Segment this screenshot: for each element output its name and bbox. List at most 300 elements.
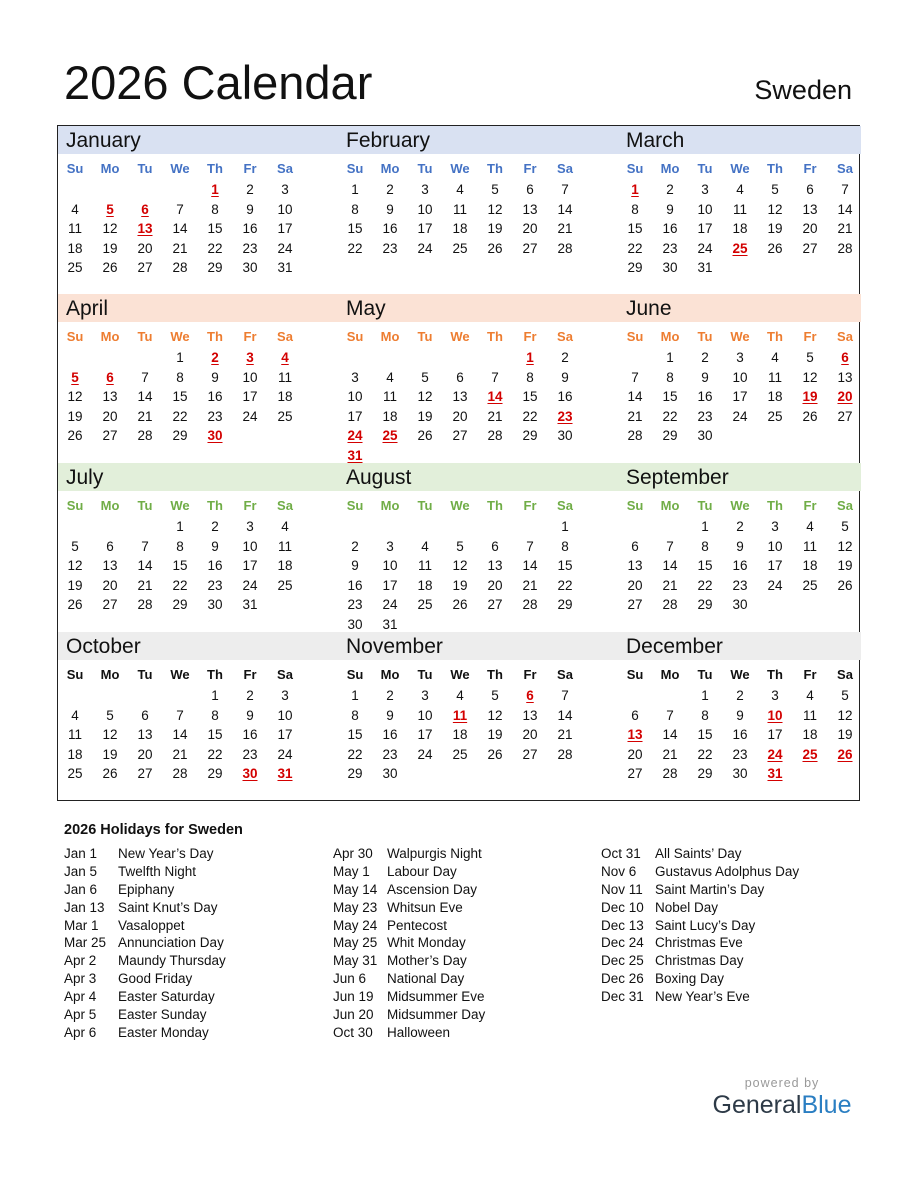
calendar-day: 1 xyxy=(176,519,184,534)
holiday-date: 25 xyxy=(732,240,748,256)
calendar-day: 23 xyxy=(382,240,398,256)
calendar-day: 17 xyxy=(697,221,713,236)
calendar-day: 6 xyxy=(806,182,814,197)
weekday-label: Fr xyxy=(243,161,257,176)
calendar-day: 4 xyxy=(456,688,464,703)
calendar-day: 30 xyxy=(557,428,573,443)
holidays-column xyxy=(333,845,583,1042)
calendar-day: 8 xyxy=(176,369,184,385)
calendar-day: 8 xyxy=(351,201,359,217)
calendar-day: 20 xyxy=(487,577,503,593)
month-september xyxy=(618,463,861,631)
holiday-date: 24 xyxy=(347,428,363,443)
calendar-day: 8 xyxy=(211,707,219,723)
calendar-day: 9 xyxy=(386,201,394,217)
calendar-day: 10 xyxy=(382,558,398,573)
calendar-day: 24 xyxy=(242,577,258,593)
calendar-day: 28 xyxy=(557,746,573,762)
calendar-day: 29 xyxy=(697,766,713,781)
calendar-day: 3 xyxy=(421,688,429,703)
calendar-day: 24 xyxy=(382,597,398,612)
calendar-day: 31 xyxy=(277,260,293,275)
holiday-date: 1 xyxy=(631,182,639,197)
holiday-date: 31 xyxy=(277,766,293,781)
calendar-day: 9 xyxy=(211,369,219,385)
calendar-day: 14 xyxy=(627,389,643,404)
month-header xyxy=(338,126,618,154)
calendar-day: 23 xyxy=(242,746,258,762)
calendar-day: 22 xyxy=(697,577,713,593)
calendar-day: 17 xyxy=(277,221,293,236)
page-title: 2026 Calendar xyxy=(64,56,373,109)
calendar-day: 15 xyxy=(347,727,363,742)
weekday-label: Tu xyxy=(417,498,433,513)
calendar-day: 8 xyxy=(176,538,184,554)
calendar-day: 4 xyxy=(71,201,79,217)
calendar-day: 13 xyxy=(102,558,118,573)
month-name: June xyxy=(626,297,672,320)
holiday-name: Saint Martin’s Day xyxy=(655,881,765,897)
weekday-label: We xyxy=(450,498,470,513)
calendar-day: 6 xyxy=(631,707,639,723)
holiday-name: Gustavus Adolphus Day xyxy=(655,863,800,879)
calendar-day: 22 xyxy=(522,408,538,424)
calendar-day: 30 xyxy=(347,616,363,632)
holiday-row xyxy=(601,952,851,970)
calendar-day: 10 xyxy=(697,201,713,217)
calendar-day: 7 xyxy=(526,538,534,554)
calendar-day: 22 xyxy=(172,577,188,593)
calendar-day: 6 xyxy=(456,369,464,385)
calendar-day: 26 xyxy=(452,597,468,612)
weekday-label: Su xyxy=(626,667,644,682)
holiday-name: Saint Lucy’s Day xyxy=(655,917,756,933)
weekday-label: Th xyxy=(767,329,783,344)
calendar-day: 20 xyxy=(522,221,538,236)
calendar-day: 21 xyxy=(137,577,153,593)
calendar-day: 10 xyxy=(242,369,258,385)
calendar-day: 30 xyxy=(732,766,748,781)
calendar-day: 3 xyxy=(771,688,779,703)
calendar-day: 11 xyxy=(802,538,817,554)
calendar-day: 23 xyxy=(347,597,363,612)
calendar-day: 17 xyxy=(767,727,783,742)
weekday-label: Tu xyxy=(697,667,713,682)
calendar-day: 3 xyxy=(246,519,254,534)
weekday-label: Mo xyxy=(380,329,400,344)
calendar-day: 9 xyxy=(701,369,709,385)
holiday-date-label: Apr 5 xyxy=(64,1007,97,1023)
holiday-date-label: Jun 19 xyxy=(333,989,374,1005)
holiday-date-label: Mar 1 xyxy=(64,917,99,933)
calendar-day: 21 xyxy=(662,577,678,593)
calendar-day: 26 xyxy=(102,260,118,275)
calendar-day: 28 xyxy=(662,597,678,612)
calendar-day: 24 xyxy=(732,408,748,424)
weekday-label: Sa xyxy=(557,329,573,344)
calendar-day: 27 xyxy=(522,240,538,256)
weekday-label: Fr xyxy=(523,498,537,513)
weekday-label: Mo xyxy=(380,667,400,682)
holiday-date-label: Apr 4 xyxy=(64,989,97,1005)
brand-logo xyxy=(712,1076,852,1120)
holiday-row xyxy=(64,1006,314,1024)
weekday-label: Tu xyxy=(137,161,153,176)
calendar-day: 20 xyxy=(102,577,118,593)
calendar-day: 24 xyxy=(417,746,433,762)
calendar-day: 13 xyxy=(837,369,853,385)
calendar-day: 11 xyxy=(67,221,82,236)
calendar-day: 1 xyxy=(701,519,709,534)
calendar-day: 26 xyxy=(802,408,818,424)
holiday-date: 30 xyxy=(207,428,223,443)
calendar-day: 10 xyxy=(242,538,258,554)
calendar-day: 15 xyxy=(697,558,713,573)
holiday-date-label: Jan 1 xyxy=(64,846,98,861)
calendar-day: 28 xyxy=(557,240,573,256)
calendar-day: 16 xyxy=(557,389,573,404)
calendar-day: 7 xyxy=(491,369,499,385)
holiday-row xyxy=(333,917,583,935)
month-name: November xyxy=(346,635,443,658)
calendar-day: 5 xyxy=(771,182,779,197)
holiday-name: Halloween xyxy=(387,1024,451,1040)
calendar-day: 9 xyxy=(351,558,359,573)
calendar-day: 21 xyxy=(487,408,503,424)
holiday-row xyxy=(601,845,851,863)
weekday-label: Th xyxy=(487,498,503,513)
calendar-day: 30 xyxy=(662,260,678,275)
calendar-day: 18 xyxy=(67,746,83,762)
calendar-day: 13 xyxy=(137,727,153,742)
holiday-date-label: Jan 13 xyxy=(64,899,105,915)
calendar-day: 4 xyxy=(386,369,394,385)
calendar-day: 7 xyxy=(176,201,184,217)
month-name: May xyxy=(346,297,386,320)
month-december xyxy=(618,632,861,800)
holiday-row xyxy=(333,899,583,917)
weekday-label: Th xyxy=(207,161,223,176)
holiday-name: Whit Monday xyxy=(387,935,466,951)
calendar-day: 21 xyxy=(557,221,573,236)
calendar-day: 5 xyxy=(491,182,499,197)
calendar-day: 28 xyxy=(137,428,153,443)
calendar-day: 21 xyxy=(172,746,188,762)
month-header xyxy=(618,294,861,322)
calendar-day: 9 xyxy=(386,707,394,723)
month-april xyxy=(58,294,338,462)
calendar-day: 12 xyxy=(102,727,118,742)
holiday-row xyxy=(64,970,314,988)
calendar-day: 27 xyxy=(837,408,853,424)
month-name: April xyxy=(66,297,109,320)
calendar-day: 7 xyxy=(666,538,674,554)
weekday-label: Mo xyxy=(100,329,120,344)
holiday-row xyxy=(601,988,851,1006)
calendar-day: 9 xyxy=(211,538,219,554)
month-july xyxy=(58,463,338,631)
calendar-day: 19 xyxy=(487,221,503,236)
calendar-day: 22 xyxy=(347,746,363,762)
weekday-label: Th xyxy=(207,498,223,513)
calendar-day: 29 xyxy=(627,260,643,275)
calendar-day: 2 xyxy=(386,182,394,197)
calendar-day: 18 xyxy=(277,389,293,404)
weekday-label: Mo xyxy=(100,667,120,682)
calendar-day: 11 xyxy=(277,538,292,554)
calendar-day: 4 xyxy=(806,688,814,703)
calendar-day: 23 xyxy=(207,408,223,424)
calendar-day: 25 xyxy=(277,577,293,593)
holiday-row xyxy=(601,934,851,952)
holiday-date: 3 xyxy=(246,350,254,365)
calendar-day: 10 xyxy=(277,707,293,723)
month-name: September xyxy=(626,466,729,489)
weekday-label: Sa xyxy=(277,329,293,344)
weekday-label: Tu xyxy=(417,161,433,176)
holiday-date-label: Dec 26 xyxy=(601,971,644,987)
brand-general: General xyxy=(712,1091,802,1119)
holiday-date-label: Jan 6 xyxy=(64,881,98,897)
calendar-day: 12 xyxy=(487,201,503,217)
calendar-day: 3 xyxy=(736,350,744,365)
calendar-day: 30 xyxy=(382,766,398,781)
calendar-day: 14 xyxy=(522,558,538,573)
weekday-label: We xyxy=(730,329,750,344)
calendar-day: 12 xyxy=(802,369,818,385)
calendar-day: 20 xyxy=(452,408,468,424)
calendar-day: 2 xyxy=(246,182,254,197)
weekday-label: Mo xyxy=(660,161,680,176)
holiday-date: 23 xyxy=(557,408,573,424)
calendar-day: 27 xyxy=(137,766,153,781)
holiday-name: Maundy Thursday xyxy=(118,953,226,969)
calendar-day: 10 xyxy=(277,201,293,217)
calendar-day: 6 xyxy=(106,538,114,554)
month-august xyxy=(338,463,618,631)
calendar-day: 11 xyxy=(417,558,432,573)
calendar-day: 7 xyxy=(561,182,569,197)
holiday-date: 20 xyxy=(837,389,853,404)
calendar-day: 4 xyxy=(421,538,429,554)
holiday-row xyxy=(333,988,583,1006)
calendar-day: 6 xyxy=(631,538,639,554)
calendar-day: 17 xyxy=(242,389,258,404)
calendar-day: 17 xyxy=(382,577,398,593)
calendar-day: 28 xyxy=(172,766,188,781)
month-february xyxy=(338,126,618,294)
weekday-label: We xyxy=(730,498,750,513)
calendar-day: 13 xyxy=(487,558,503,573)
calendar-day: 7 xyxy=(561,688,569,703)
weekday-label: Fr xyxy=(803,161,817,176)
weekday-label: Su xyxy=(66,161,84,176)
calendar-day: 28 xyxy=(662,766,678,781)
calendar-day: 24 xyxy=(242,408,258,424)
calendar-day: 16 xyxy=(662,221,678,236)
calendar-day: 13 xyxy=(522,707,538,723)
calendar-day: 17 xyxy=(242,558,258,573)
calendar-day: 3 xyxy=(771,519,779,534)
holiday-name: National Day xyxy=(387,971,465,987)
weekday-label: Sa xyxy=(277,667,293,682)
holiday-date: 5 xyxy=(106,201,114,217)
calendar-day: 4 xyxy=(806,519,814,534)
holiday-row xyxy=(333,1024,583,1042)
calendar-day: 20 xyxy=(137,240,153,256)
holiday-date: 1 xyxy=(526,350,534,365)
holiday-row xyxy=(64,1024,314,1042)
calendar-day: 16 xyxy=(242,727,258,742)
holiday-date-label: Oct 30 xyxy=(333,1024,373,1040)
holiday-date-label: Dec 10 xyxy=(601,899,644,915)
calendar-day: 2 xyxy=(736,519,744,534)
calendar-day: 22 xyxy=(662,408,678,424)
calendar-day: 15 xyxy=(662,389,678,404)
calendar-day: 4 xyxy=(456,182,464,197)
calendar-day: 15 xyxy=(172,389,188,404)
calendar-day: 17 xyxy=(732,389,748,404)
calendar-day: 11 xyxy=(732,201,747,217)
calendar-day: 28 xyxy=(522,597,538,612)
calendar-day: 15 xyxy=(522,389,538,404)
month-header xyxy=(618,632,861,660)
holiday-name: Midsummer Day xyxy=(387,1007,486,1023)
calendar-day: 18 xyxy=(452,221,468,236)
calendar-day: 3 xyxy=(351,369,359,385)
weekday-label: Th xyxy=(207,667,223,682)
calendar-day: 25 xyxy=(452,746,468,762)
weekday-label: Th xyxy=(767,161,783,176)
calendar-day: 23 xyxy=(697,408,713,424)
calendar-day: 31 xyxy=(697,260,713,275)
calendar-day: 27 xyxy=(102,597,118,612)
calendar-day: 12 xyxy=(67,558,83,573)
holiday-name: Walpurgis Night xyxy=(387,846,482,861)
month-name: July xyxy=(66,466,104,489)
weekday-label: Fr xyxy=(243,498,257,513)
weekday-label: Su xyxy=(66,667,84,682)
calendar-day: 6 xyxy=(491,538,499,554)
holiday-name: New Year’s Eve xyxy=(655,989,750,1005)
holiday-date-label: May 23 xyxy=(333,899,378,915)
calendar-day: 1 xyxy=(561,519,569,534)
weekday-label: We xyxy=(450,667,470,682)
month-header xyxy=(58,294,338,322)
calendar-day: 15 xyxy=(172,558,188,573)
month-header xyxy=(338,463,618,491)
calendar-day: 21 xyxy=(522,577,538,593)
holiday-date: 2 xyxy=(211,350,219,365)
weekday-label: Fr xyxy=(803,667,817,682)
holiday-date: 13 xyxy=(627,727,643,742)
weekday-label: Mo xyxy=(380,498,400,513)
powered-by-text: powered by xyxy=(744,1076,820,1090)
calendar-day: 19 xyxy=(837,558,853,573)
calendar-day: 4 xyxy=(281,519,289,534)
weekday-label: Su xyxy=(346,161,364,176)
calendar-day: 14 xyxy=(557,201,573,217)
holiday-row xyxy=(333,970,583,988)
calendar-day: 25 xyxy=(67,260,83,275)
weekday-label: Th xyxy=(487,667,503,682)
calendar-day: 26 xyxy=(67,597,83,612)
holiday-date: 25 xyxy=(802,746,818,762)
month-header xyxy=(618,126,861,154)
calendar-day: 18 xyxy=(767,389,783,404)
weekday-label: Fr xyxy=(523,667,537,682)
calendar-day: 22 xyxy=(207,240,223,256)
month-march xyxy=(618,126,861,294)
calendar-day: 21 xyxy=(137,408,153,424)
holiday-row xyxy=(64,845,314,863)
month-header xyxy=(58,632,338,660)
holiday-name: Boxing Day xyxy=(655,971,725,987)
holiday-name: Easter Monday xyxy=(118,1024,209,1040)
calendar-day: 17 xyxy=(417,221,433,236)
calendar-day: 1 xyxy=(176,350,184,365)
holiday-date: 6 xyxy=(841,350,849,365)
holiday-date: 6 xyxy=(141,201,149,217)
calendar-day: 21 xyxy=(627,408,643,424)
calendar-day: 19 xyxy=(417,408,433,424)
calendar-day: 5 xyxy=(456,538,464,554)
holiday-row xyxy=(333,1006,583,1024)
calendar-day: 8 xyxy=(666,369,674,385)
calendar-day: 5 xyxy=(106,707,114,723)
country-label: Sweden xyxy=(754,75,852,105)
calendar-day: 28 xyxy=(837,240,853,256)
calendar-day: 8 xyxy=(561,538,569,554)
holiday-row xyxy=(333,952,583,970)
holiday-name: Easter Saturday xyxy=(118,989,215,1005)
month-name: August xyxy=(346,466,412,489)
calendar-day: 26 xyxy=(487,240,503,256)
calendar-day: 2 xyxy=(351,538,359,554)
holiday-date-label: Apr 3 xyxy=(64,971,97,987)
calendar-day: 23 xyxy=(207,577,223,593)
calendar-day: 25 xyxy=(802,577,818,593)
calendar-day: 10 xyxy=(347,389,363,404)
calendar-day: 5 xyxy=(71,538,79,554)
calendar-day: 13 xyxy=(802,201,818,217)
calendar-day: 31 xyxy=(382,616,398,632)
calendar-day: 10 xyxy=(732,369,748,385)
calendar-day: 5 xyxy=(421,369,429,385)
calendar-day: 21 xyxy=(557,727,573,742)
weekday-label: Th xyxy=(207,329,223,344)
month-header xyxy=(58,463,338,491)
holiday-row xyxy=(333,934,583,952)
calendar-day: 30 xyxy=(697,428,713,443)
calendar-day: 5 xyxy=(841,688,849,703)
calendar-day: 3 xyxy=(421,182,429,197)
calendar-day: 9 xyxy=(246,201,254,217)
weekday-label: We xyxy=(450,161,470,176)
holiday-date: 31 xyxy=(767,766,783,781)
calendar-day: 27 xyxy=(522,746,538,762)
weekday-label: Su xyxy=(66,329,84,344)
holiday-row xyxy=(333,845,583,863)
calendar-day: 16 xyxy=(732,558,748,573)
calendar-day: 2 xyxy=(736,688,744,703)
calendar-day: 1 xyxy=(701,688,709,703)
calendar-day: 29 xyxy=(557,597,573,612)
month-october xyxy=(58,632,338,800)
calendar-day: 22 xyxy=(627,240,643,256)
calendar-day: 12 xyxy=(417,389,433,404)
calendar-day: 28 xyxy=(627,428,643,443)
